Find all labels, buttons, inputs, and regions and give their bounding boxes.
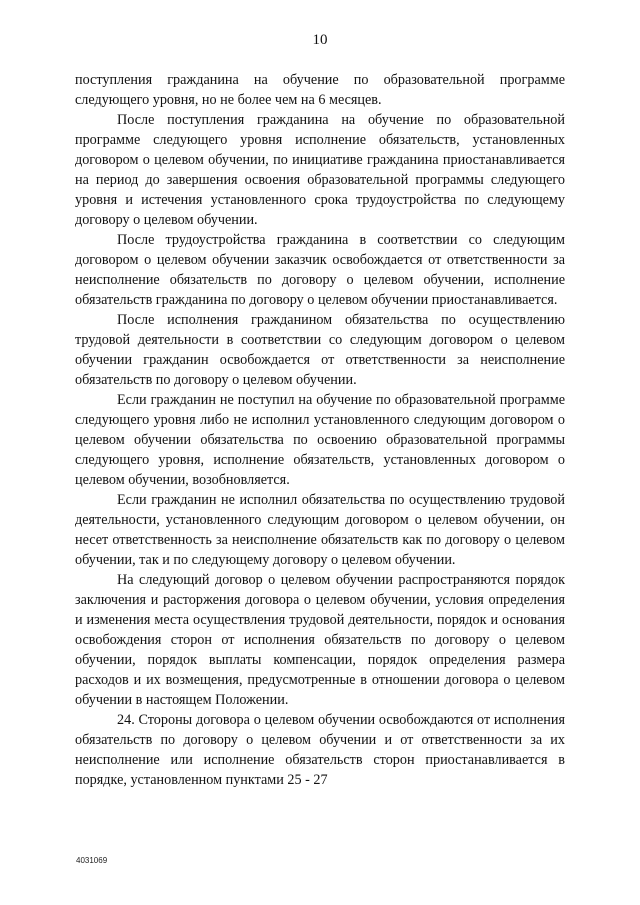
paragraph-7: На следующий договор о целевом обучении распространяются порядок заключения и расторжения договора о целевом обучении, условия определения и изменения места осуществления трудовой деятельности, порядок и основания освобождения сторон от исполнения обязательств по договору о целевом обучении, порядок выплаты компенсации, порядок определения размера расходов и их возмещения, предусмотренные в отношении договора о целевом обучении в настоящем Положении. xyxy=(75,572,565,708)
paragraph-5: Если гражданин не поступил на обучение по образовательной программе следующего уровня либо не исполнил установленного следующим договором о целевом обучении обязательства по освоению образовательной программы следующего уровня, исполнение обязательств, установленных договором о целевом обучении, возобновляется. xyxy=(75,392,565,488)
paragraph-3: После трудоустройства гражданина в соответствии со следующим договором о целевом обучении заказчик освобождается от ответственности за неисполнение обязательств по договору о целевом обучении, исполнение обязательств гражданина по договору о целевом обучении приостанавливается. xyxy=(75,232,565,308)
paragraph-8: 24. Стороны договора о целевом обучении освобождаются от исполнения обязательств по договору о целевом обучении и от ответственности за их неисполнение или исполнение обязательств сторон приостанавливается в порядке, установленном пунктами 25 - 27 xyxy=(75,712,565,788)
page-number: 10 xyxy=(312,32,328,48)
paragraph-1: поступления гражданина на обучение по образовательной программе следующего уровня, но не более чем на 6 месяцев. xyxy=(75,72,565,108)
paragraph-4: После исполнения гражданином обязательства по осуществлению трудовой деятельности в соответствии со следующим договором о целевом обучении гражданин освобождается от ответственности за неисполнение обязательств по договору о целевом обучении. xyxy=(75,312,565,388)
paragraph-6: Если гражданин не исполнил обязательства по осуществлению трудовой деятельности, установленного следующим договором о целевом обучении, он несет ответственность за неисполнение обязательств как по договору о целевом обучении, так и по следующему договору о целевом обучении. xyxy=(75,492,565,568)
document-body xyxy=(75,70,565,790)
footer-document-code: 4031069 xyxy=(76,856,108,865)
paragraph-2: После поступления гражданина на обучение по образовательной программе следующего уровня исполнение обязательств, установленных договором о целевом обучении, по инициативе гражданина приостанавливается на период до завершения освоения образовательной программы следующего уровня и истечения установленного срока трудоустройства по следующему договору о целевом обучении. xyxy=(75,112,565,228)
